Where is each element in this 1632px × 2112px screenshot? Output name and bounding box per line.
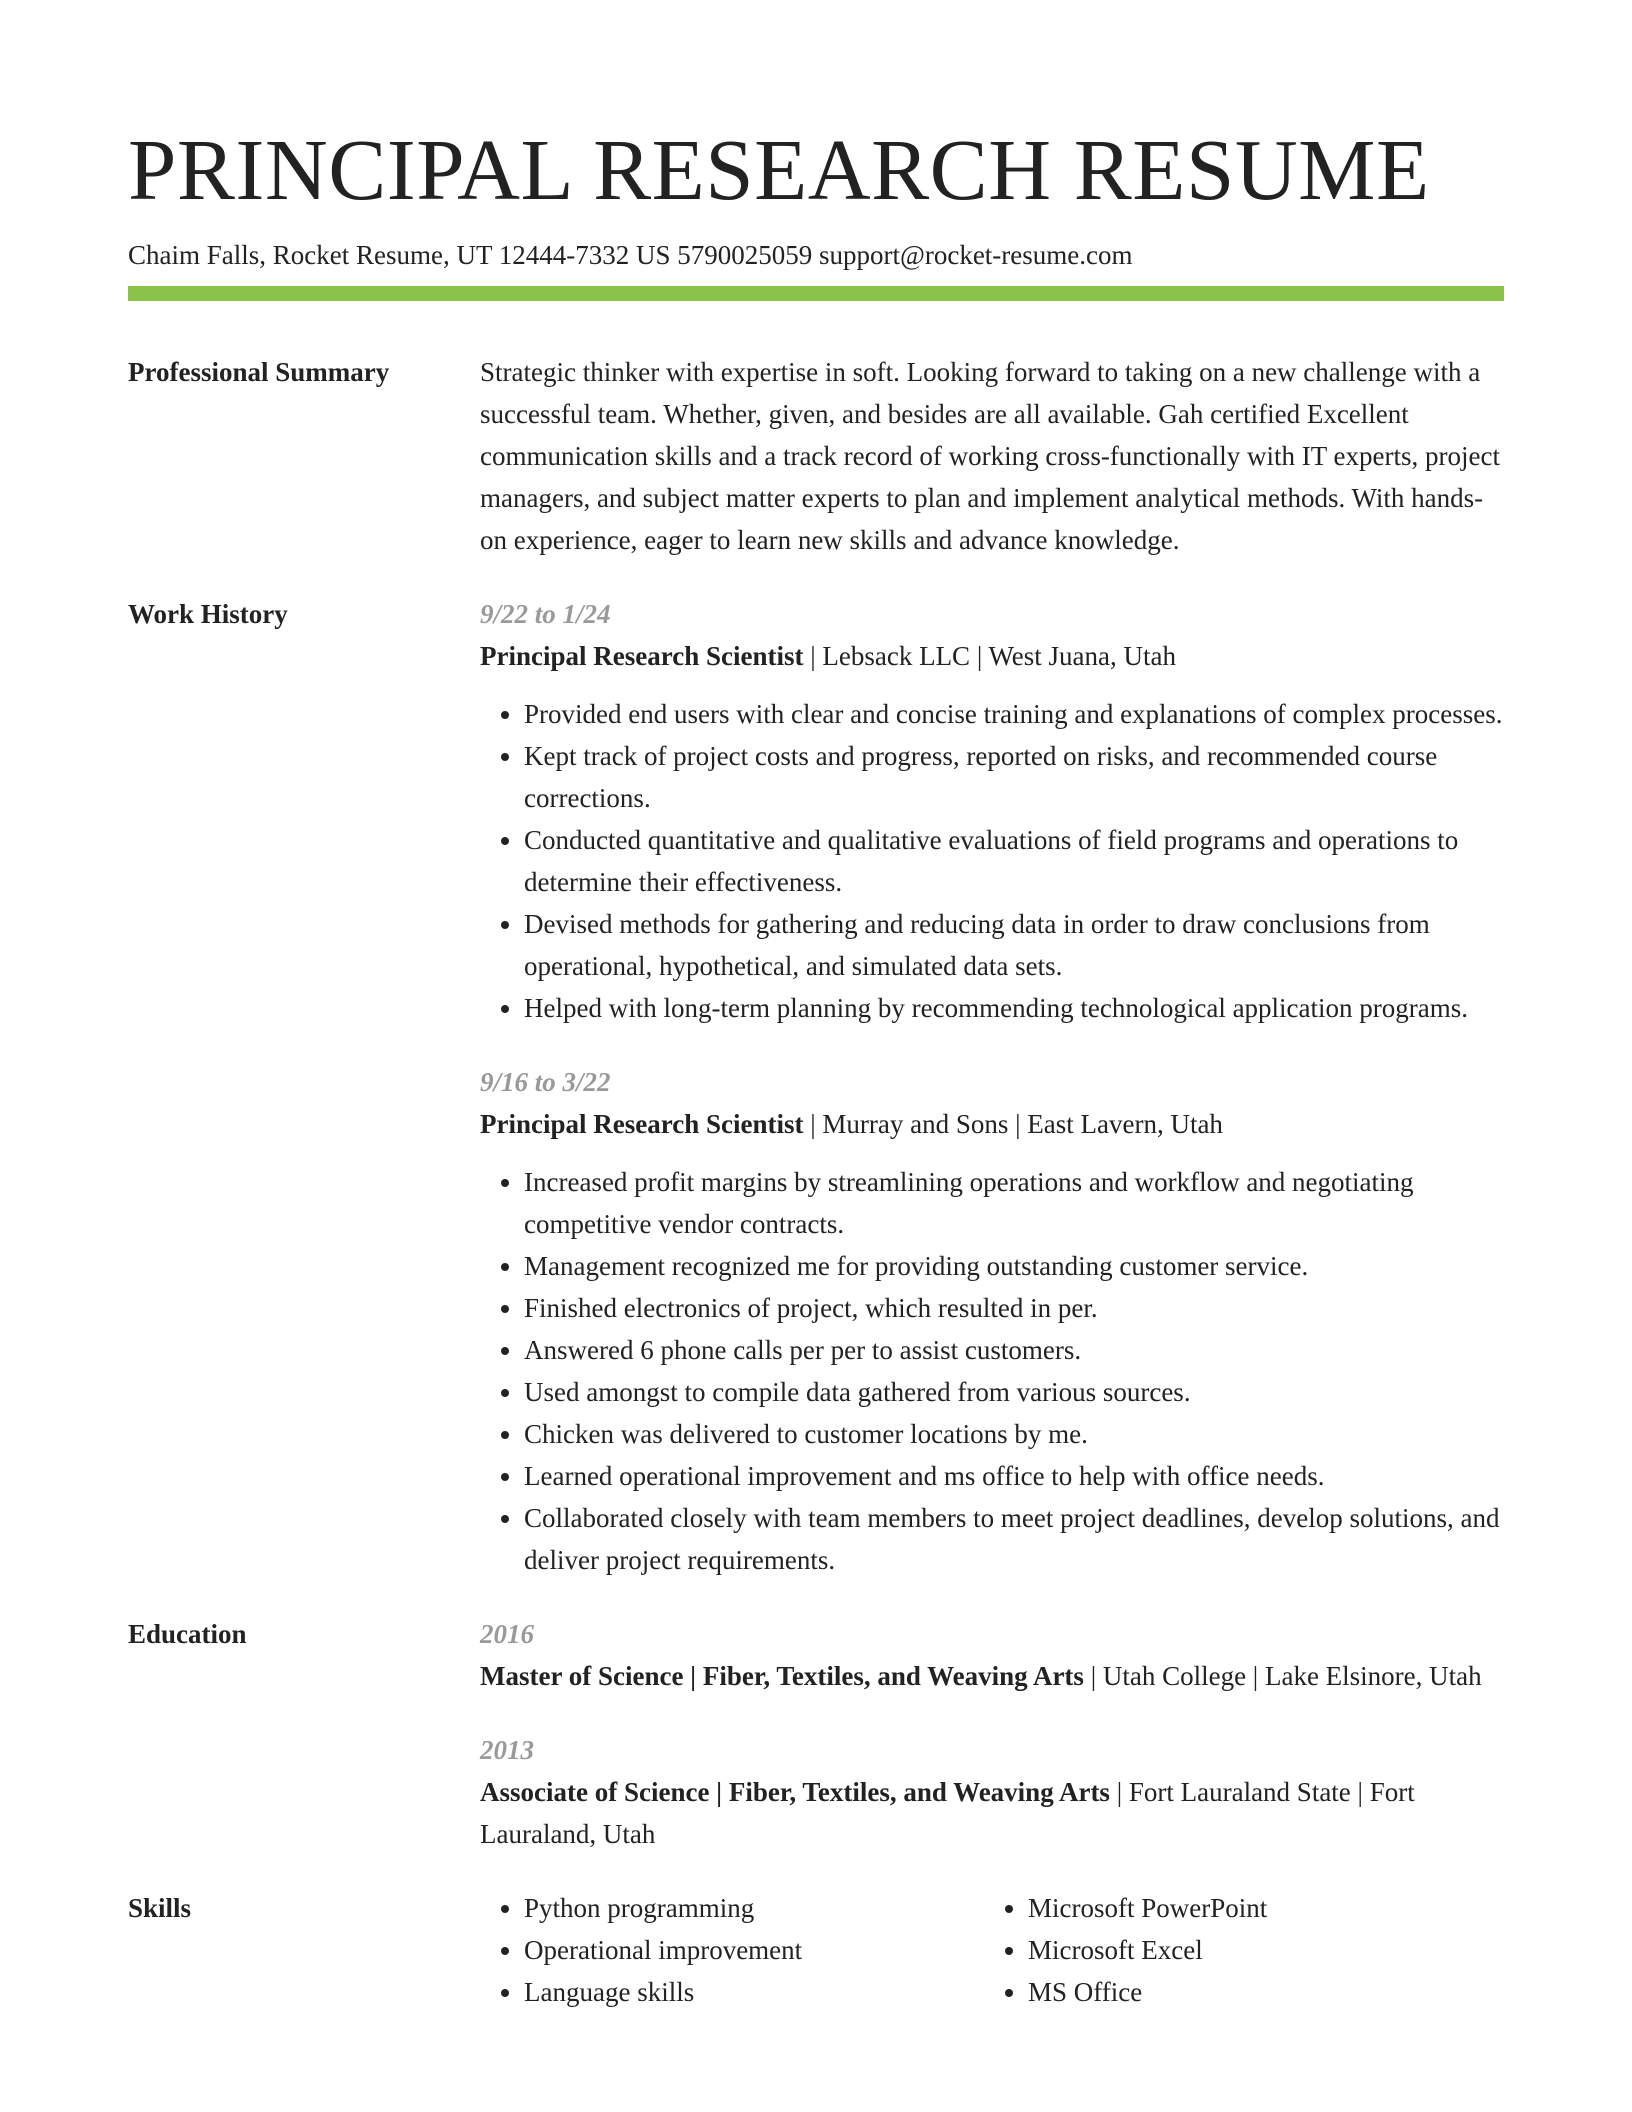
job-date: 9/22 to 1/24 [480, 599, 611, 629]
resume-body [128, 351, 1504, 2013]
summary-text: Strategic thinker with expertise in soft. Looking forward to taking on a new challenge with a successful team. Whether, given, and besides are all available. Gah certified Excellent communication skills and a track record of working cross-functionally with IT experts, project managers, and subject matter experts to plan and implement analytical methods. With hands-on experience, eager to learn new skills and advance knowledge. [480, 357, 1500, 555]
education-section [128, 1613, 1504, 1887]
summary-section [128, 351, 1504, 593]
job-details: | Lebsack LLC | West Juana, Utah [803, 641, 1177, 671]
degree-name: Associate of Science | Fiber, Textiles, and Weaving Arts [480, 1777, 1110, 1807]
degree-name: Master of Science | Fiber, Textiles, and Weaving Arts [480, 1661, 1084, 1691]
education-heading: Education [128, 1619, 247, 1649]
list-item: • Kept track of project costs and progress, reported on risks, and recommended course corrections. [524, 735, 1504, 819]
job-role [480, 1103, 1504, 1145]
skills-columns [480, 1887, 1504, 2013]
list-item: • Used amongst to compile data gathered from various sources. [524, 1371, 1504, 1413]
list-item: • Microsoft Excel [1028, 1929, 1488, 1971]
skills-list-right [984, 1887, 1488, 2013]
list-item: • Increased profit margins by streamlining operations and workflow and negotiating competitive vendor contracts. [524, 1161, 1504, 1245]
education-degree-line [480, 1655, 1504, 1697]
job-title: Principal Research Scientist [480, 641, 804, 671]
list-item: • MS Office [1028, 1971, 1488, 2013]
skills-heading: Skills [128, 1893, 192, 1923]
job-bullets [480, 693, 1504, 1029]
education-entry [480, 1613, 1504, 1697]
school-details: | Fort Lauraland State | Fort Lauraland, Utah [480, 1777, 1415, 1849]
work-history-heading: Work History [128, 599, 288, 629]
list-item: • Chicken was delivered to customer locations by me. [524, 1413, 1504, 1455]
list-item: • Microsoft PowerPoint [1028, 1887, 1488, 1929]
education-date: 2013 [480, 1735, 534, 1765]
resume-header [128, 118, 1504, 272]
education-date: 2016 [480, 1619, 534, 1649]
job-title: Principal Research Scientist [480, 1109, 804, 1139]
list-item: • Answered 6 phone calls per per to assist customers. [524, 1329, 1504, 1371]
list-item: • Collaborated closely with team members to meet project deadlines, develop solutions, and deliver project requirements. [524, 1497, 1504, 1581]
list-item: • Conducted quantitative and qualitative evaluations of field programs and operations to determine their effectiveness. [524, 819, 1504, 903]
list-item: • Finished electronics of project, which resulted in per. [524, 1287, 1504, 1329]
school-details: | Utah College | Lake Elsinore, Utah [1083, 1661, 1482, 1691]
summary-heading: Professional Summary [128, 357, 390, 387]
skills-section [128, 1887, 1504, 2013]
list-item: • Python programming [524, 1887, 984, 1929]
list-item: • Learned operational improvement and ms office to help with office needs. [524, 1455, 1504, 1497]
work-history-section [128, 593, 1504, 1613]
list-item: • Provided end users with clear and concise training and explanations of complex processes. [524, 693, 1504, 735]
contact-line: Chaim Falls, Rocket Resume, UT 12444-7332 US 5790025059 support@rocket-resume.com [128, 240, 1133, 270]
resume-title: PRINCIPAL RESEARCH RESUME [128, 121, 1430, 218]
job-details: | Murray and Sons | East Lavern, Utah [803, 1109, 1223, 1139]
job-entry [480, 1061, 1504, 1581]
list-item: • Helped with long-term planning by recommending technological application programs. [524, 987, 1504, 1029]
education-degree-line [480, 1771, 1504, 1855]
list-item: • Devised methods for gathering and reducing data in order to draw conclusions from operational, hypothetical, and simulated data sets. [524, 903, 1504, 987]
job-role [480, 635, 1504, 677]
list-item: • Management recognized me for providing outstanding customer service. [524, 1245, 1504, 1287]
list-item: • Operational improvement [524, 1929, 984, 1971]
job-bullets [480, 1161, 1504, 1581]
list-item: • Language skills [524, 1971, 984, 2013]
accent-divider [128, 286, 1504, 301]
job-date: 9/16 to 3/22 [480, 1067, 611, 1097]
job-entry [480, 593, 1504, 1029]
education-entry [480, 1729, 1504, 1855]
skills-list-left [480, 1887, 984, 2013]
